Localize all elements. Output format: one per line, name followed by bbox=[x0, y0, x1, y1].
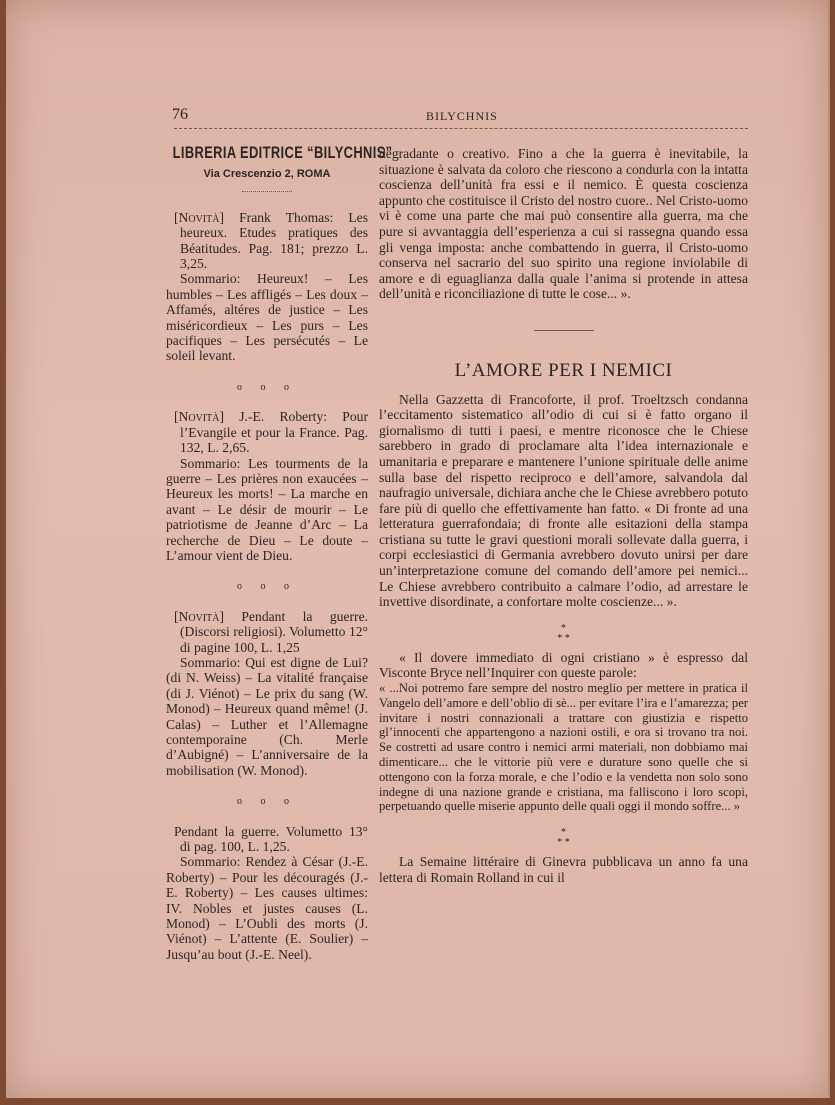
body-paragraph: La Semaine littéraire di Ginevra pubblicava un anno fa una lettera di Romain Rolland in cui il bbox=[379, 854, 748, 885]
section-title: L’AMORE PER I NEMICI bbox=[454, 359, 673, 381]
entry-summary: Sommario: Heureux! – Les humbles – Les affligés – Les doux – Affamés, altéres de justice – Les miséricordieux – Les purs – Les pacifiques – Les persécutés – Le soleil levant. bbox=[166, 271, 368, 364]
body-paragraph: « Il dovere immediato di ogni cristiano » è espresso dal Visconte Bryce nell’Inquirer con queste parole: bbox=[379, 649, 748, 681]
divider bbox=[242, 191, 292, 192]
quote-paragraph: « ...Noi potremo fare sempre del nostro meglio per mettere in pratica il Vangelo dell’amore e dell’oblio di sè... per evitare l’ira e l’amarezza; per invitare i nostri connazionali a trattare con giustizia e rispetto gl’innocenti che appartengono a nazioni ostili, e ora si trovano tra noi. Se costretti ad usare contro i nemici armi materiali, non dobbiamo mai dimenticare... che le vittorie più vere e durature sono quelle che si ottengono con la forza morale, e che l’odio e la vendetta non solo sono indegne di una nazione grande e cristiana, ma falliscono i loro scopi, perpetuando quelle miserie appunto delle quali oggi il mondo soffre... » bbox=[379, 681, 748, 814]
entry-summary: Sommario: Les tourments de la guerre – Les prières non exaucées – Heureux les morts! – La marche en avant – Le désir de mourir – Le patriotisme de Jeanne d’Arc – La recherche de Dieu – Le doute – L’amour vient de Dieu. bbox=[166, 455, 368, 563]
publisher-title: LIBRERIA EDITRICE “BILYCHNIS” bbox=[172, 144, 393, 162]
section-divider bbox=[534, 330, 594, 331]
book-entry bbox=[166, 409, 368, 563]
asterism-top: * bbox=[561, 622, 566, 634]
entry-summary: Sommario: Qui est digne de Lui? (di N. Weiss) – La vitalité française (di J. Viénot) – Le prix du sang (W. Monod) – Heureux quand même! (J. Calas) – Luther et l’Allemagne contemporaine (Ch. Merle d’Aubigné) – L’anniversaire de la mobilisation (W. Monod). bbox=[166, 654, 368, 778]
intro-paragraph: degradante o creativo. Fino a che la guerra è inevitabile, la situazione è salvata da coloro che riescono a condurla con la intatta coscienza dell’unità fra essi e il nemico. È questa coscienza appunto che costituisce il Cristo del nostro cuore.. Nel Cristo-uomo vi è come una parte che mai può consentire alla guerra, ma che pure si avvantaggia dell’esperienza a cui si rassegna quando essa gli venga imposta: anche combattendo in guerra, il Cristo-uomo conserva nel sacrario del suo spirito una regione inviolabile di amore e di eguaglianza dalla quale l’anima si protende in attesa dell’unità e riconciliazione di tutte le cose... ». bbox=[379, 146, 748, 302]
entry-tag: [Novità] bbox=[174, 209, 224, 225]
asterism-bottom: * * bbox=[557, 632, 570, 644]
running-title: BILYCHNIS bbox=[426, 109, 498, 123]
asterism bbox=[379, 828, 748, 848]
separator: o o o bbox=[237, 581, 297, 593]
book-entry bbox=[166, 824, 368, 963]
book-entry bbox=[166, 609, 368, 778]
page-number: 76 bbox=[172, 106, 188, 123]
asterism-top: * bbox=[561, 827, 566, 839]
body-paragraph: Nella Gazzetta di Francoforte, il prof. Troeltzsch condanna l’eccitamento sistematico all’odio di cui si è fatto organo il giornalismo di tutti i paesi, e mentre riconosce che le Chiese sarebbero in grado di proclamare alta l’idea internazionale e umanitaria e preparare e mantenere l’unione spirituale delle anime sulla base del rispetto reciproco e dell’amore, salvandola dal naufragio universale, dichiara anche che le Chiese avrebbero potuto fare più di quello che effettivamente han fatto. « Di fronte ad una letteratura guerrafondaia; di fronte alle esitazioni della stampa cristiana su tutte le gravi questioni morali sollevate dalla guerra, i corpi ecclesiastici di Germania avrebbero dovuto unirsi per dare un’interpretazione comune del comando dell’amore pei nemici... Le Chiese avrebbero contribuito a calmare l’odio, ad arrestare le invettive disordinate, a confortare molte coscienze... ». bbox=[379, 391, 748, 610]
entry-tag: [Novità] bbox=[174, 409, 224, 425]
book-entry bbox=[166, 210, 368, 364]
publisher-address: Via Crescenzio 2, ROMA bbox=[203, 168, 331, 181]
right-column bbox=[379, 146, 748, 885]
page bbox=[6, 0, 830, 1098]
entry-head: Frank Thomas: Les heureux. Etudes pratiques des Béatitudes. Pag. 181; prezzo L. 3,25. bbox=[180, 209, 369, 272]
entry-head: Pendant la guerre. (Discorsi religiosi). Volumetto 12° di pagine 100, L. 1,25 bbox=[180, 608, 368, 655]
entry-head: Pendant la guerre. Volumetto 13° di pag. 100, L. 1,25. bbox=[174, 823, 368, 855]
asterism-bottom: * * bbox=[557, 837, 570, 849]
entry-summary: Sommario: Rendez à César (J.-E. Roberty) – Pour les découragés (J.-E. Roberty) – Les causes ultimes: IV. Nobles et justes causes (L. Monod) – L’Oubli des morts (J. Viénot) – L’attente (E. Soulier) – Jusqu’au bout (J.-E. Neel). bbox=[166, 854, 368, 962]
separator: o o o bbox=[237, 796, 297, 808]
entry-head: J.-E. Roberty: Pour l’Evangile et pour la France. Pag. 132, L. 2,65. bbox=[180, 409, 368, 456]
asterism bbox=[379, 624, 748, 644]
page-header bbox=[166, 106, 748, 126]
left-column bbox=[166, 144, 393, 962]
header-rule bbox=[174, 128, 748, 129]
entry-tag: [Novità] bbox=[174, 608, 224, 624]
separator: o o o bbox=[237, 381, 297, 393]
